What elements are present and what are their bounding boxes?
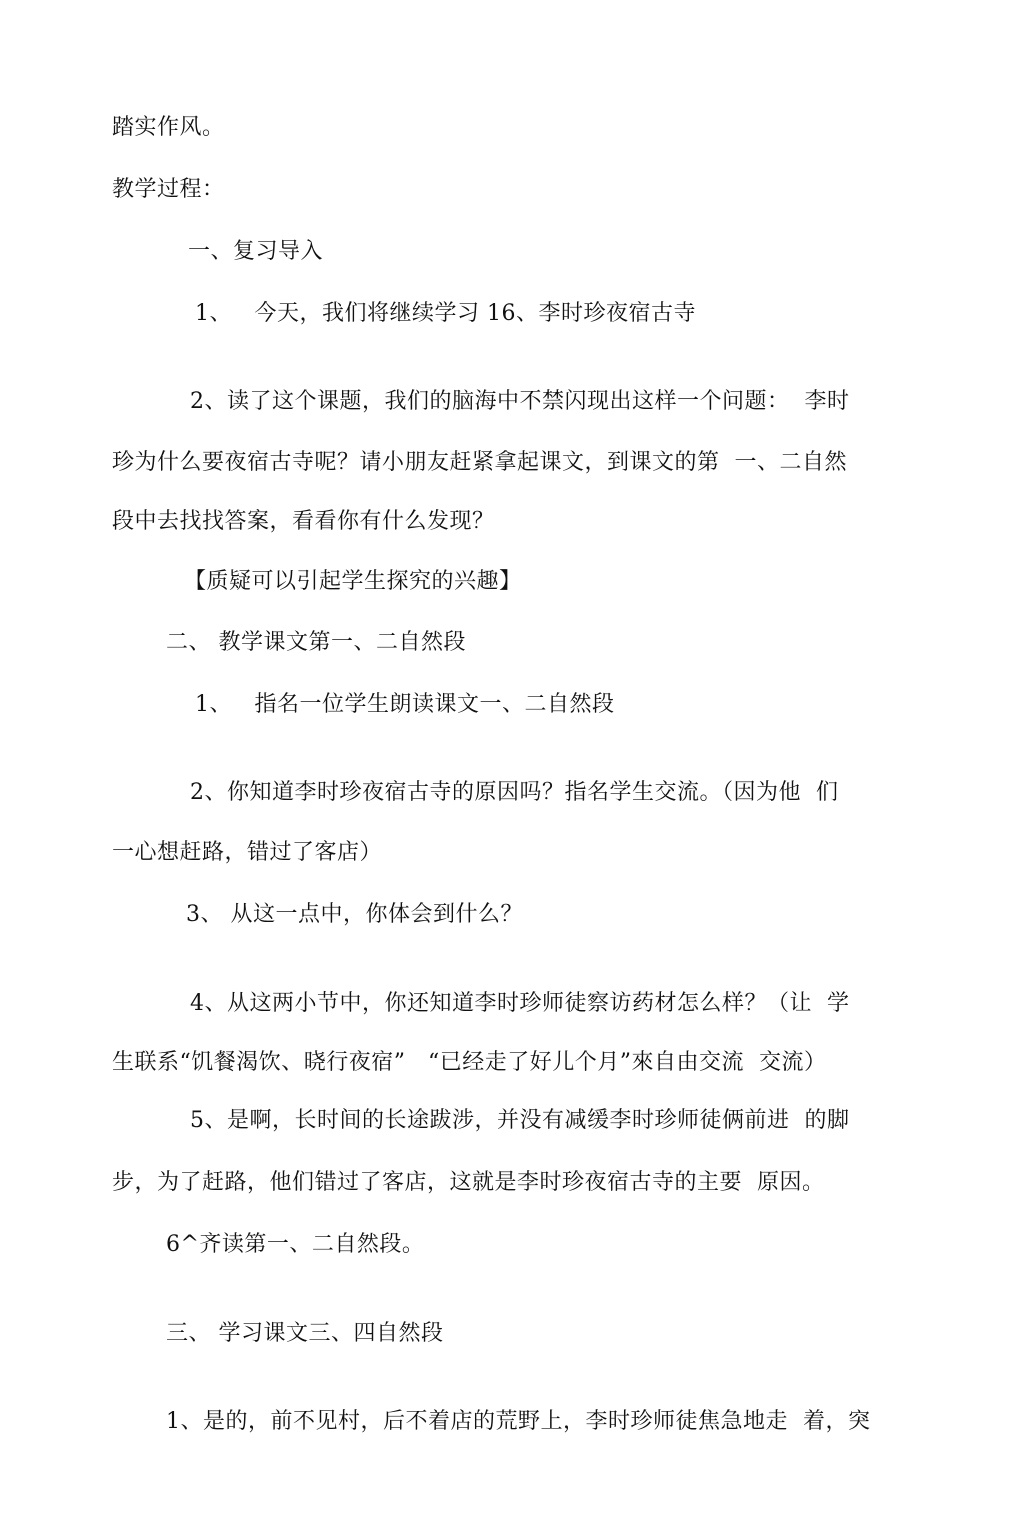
text-line-20: 1、是的，前不见村，后不着店的荒野上，李时珍师徒焦急地走 着，突 xyxy=(166,1409,871,1434)
text-line-10: 1、 指名一位学生朗读课文一、二自然段 xyxy=(195,692,615,717)
text-line-17: 步，为了赶路，他们错过了客店，这就是李时珍夜宿古寺的主要 原因。 xyxy=(112,1170,825,1195)
text-line-15: 生联系“饥餐渴饮、晓行夜宿” “已经走了好儿个月”來自由交流 交流） xyxy=(112,1050,827,1075)
text-line-1: 踏实作风。 xyxy=(112,115,225,140)
text-line-11: 2、你知道李时珍夜宿古寺的原因吗？指名学生交流。（因为他 们 xyxy=(190,780,839,805)
text-line-5: 2、读了这个课题，我们的脑海中不禁闪现出这样一个问题： 李时 xyxy=(190,389,850,414)
text-line-16: 5、是啊，长时间的长途跋涉，并没有减缓李时珍师徒俩前进 的脚 xyxy=(190,1108,850,1133)
text-line-18: 6^齐读第一、二自然段。 xyxy=(166,1232,425,1257)
section-heading-2: 二、 教学课文第一、二自然段 xyxy=(166,630,466,655)
text-line-7: 段中去找找答案，看看你有什么发现？ xyxy=(112,509,495,534)
text-line-12: 一心想赶路，错过了客店） xyxy=(112,840,383,865)
text-line-4: 1、 今天，我们将继续学习 16、李时珍夜宿古寺 xyxy=(195,301,696,326)
text-line-13: 3、 从这一点中，你体会到什么？ xyxy=(186,902,523,927)
text-line-6: 珍为什么要夜宿古寺呢？请小朋友赶紧拿起课文，到课文的第 一、二自然 xyxy=(112,450,847,475)
text-line-14: 4、从这两小节中，你还知道李时珍师徒察访药材怎么样？（让 学 xyxy=(190,991,850,1016)
annotation-note: 【质疑可以引起学生探究的兴趣】 xyxy=(184,569,522,594)
section-heading-process: 教学过程： xyxy=(112,177,225,202)
section-heading-3: 三、 学习课文三、四自然段 xyxy=(166,1321,444,1346)
section-heading-1: 一、复习导入 xyxy=(188,239,324,264)
